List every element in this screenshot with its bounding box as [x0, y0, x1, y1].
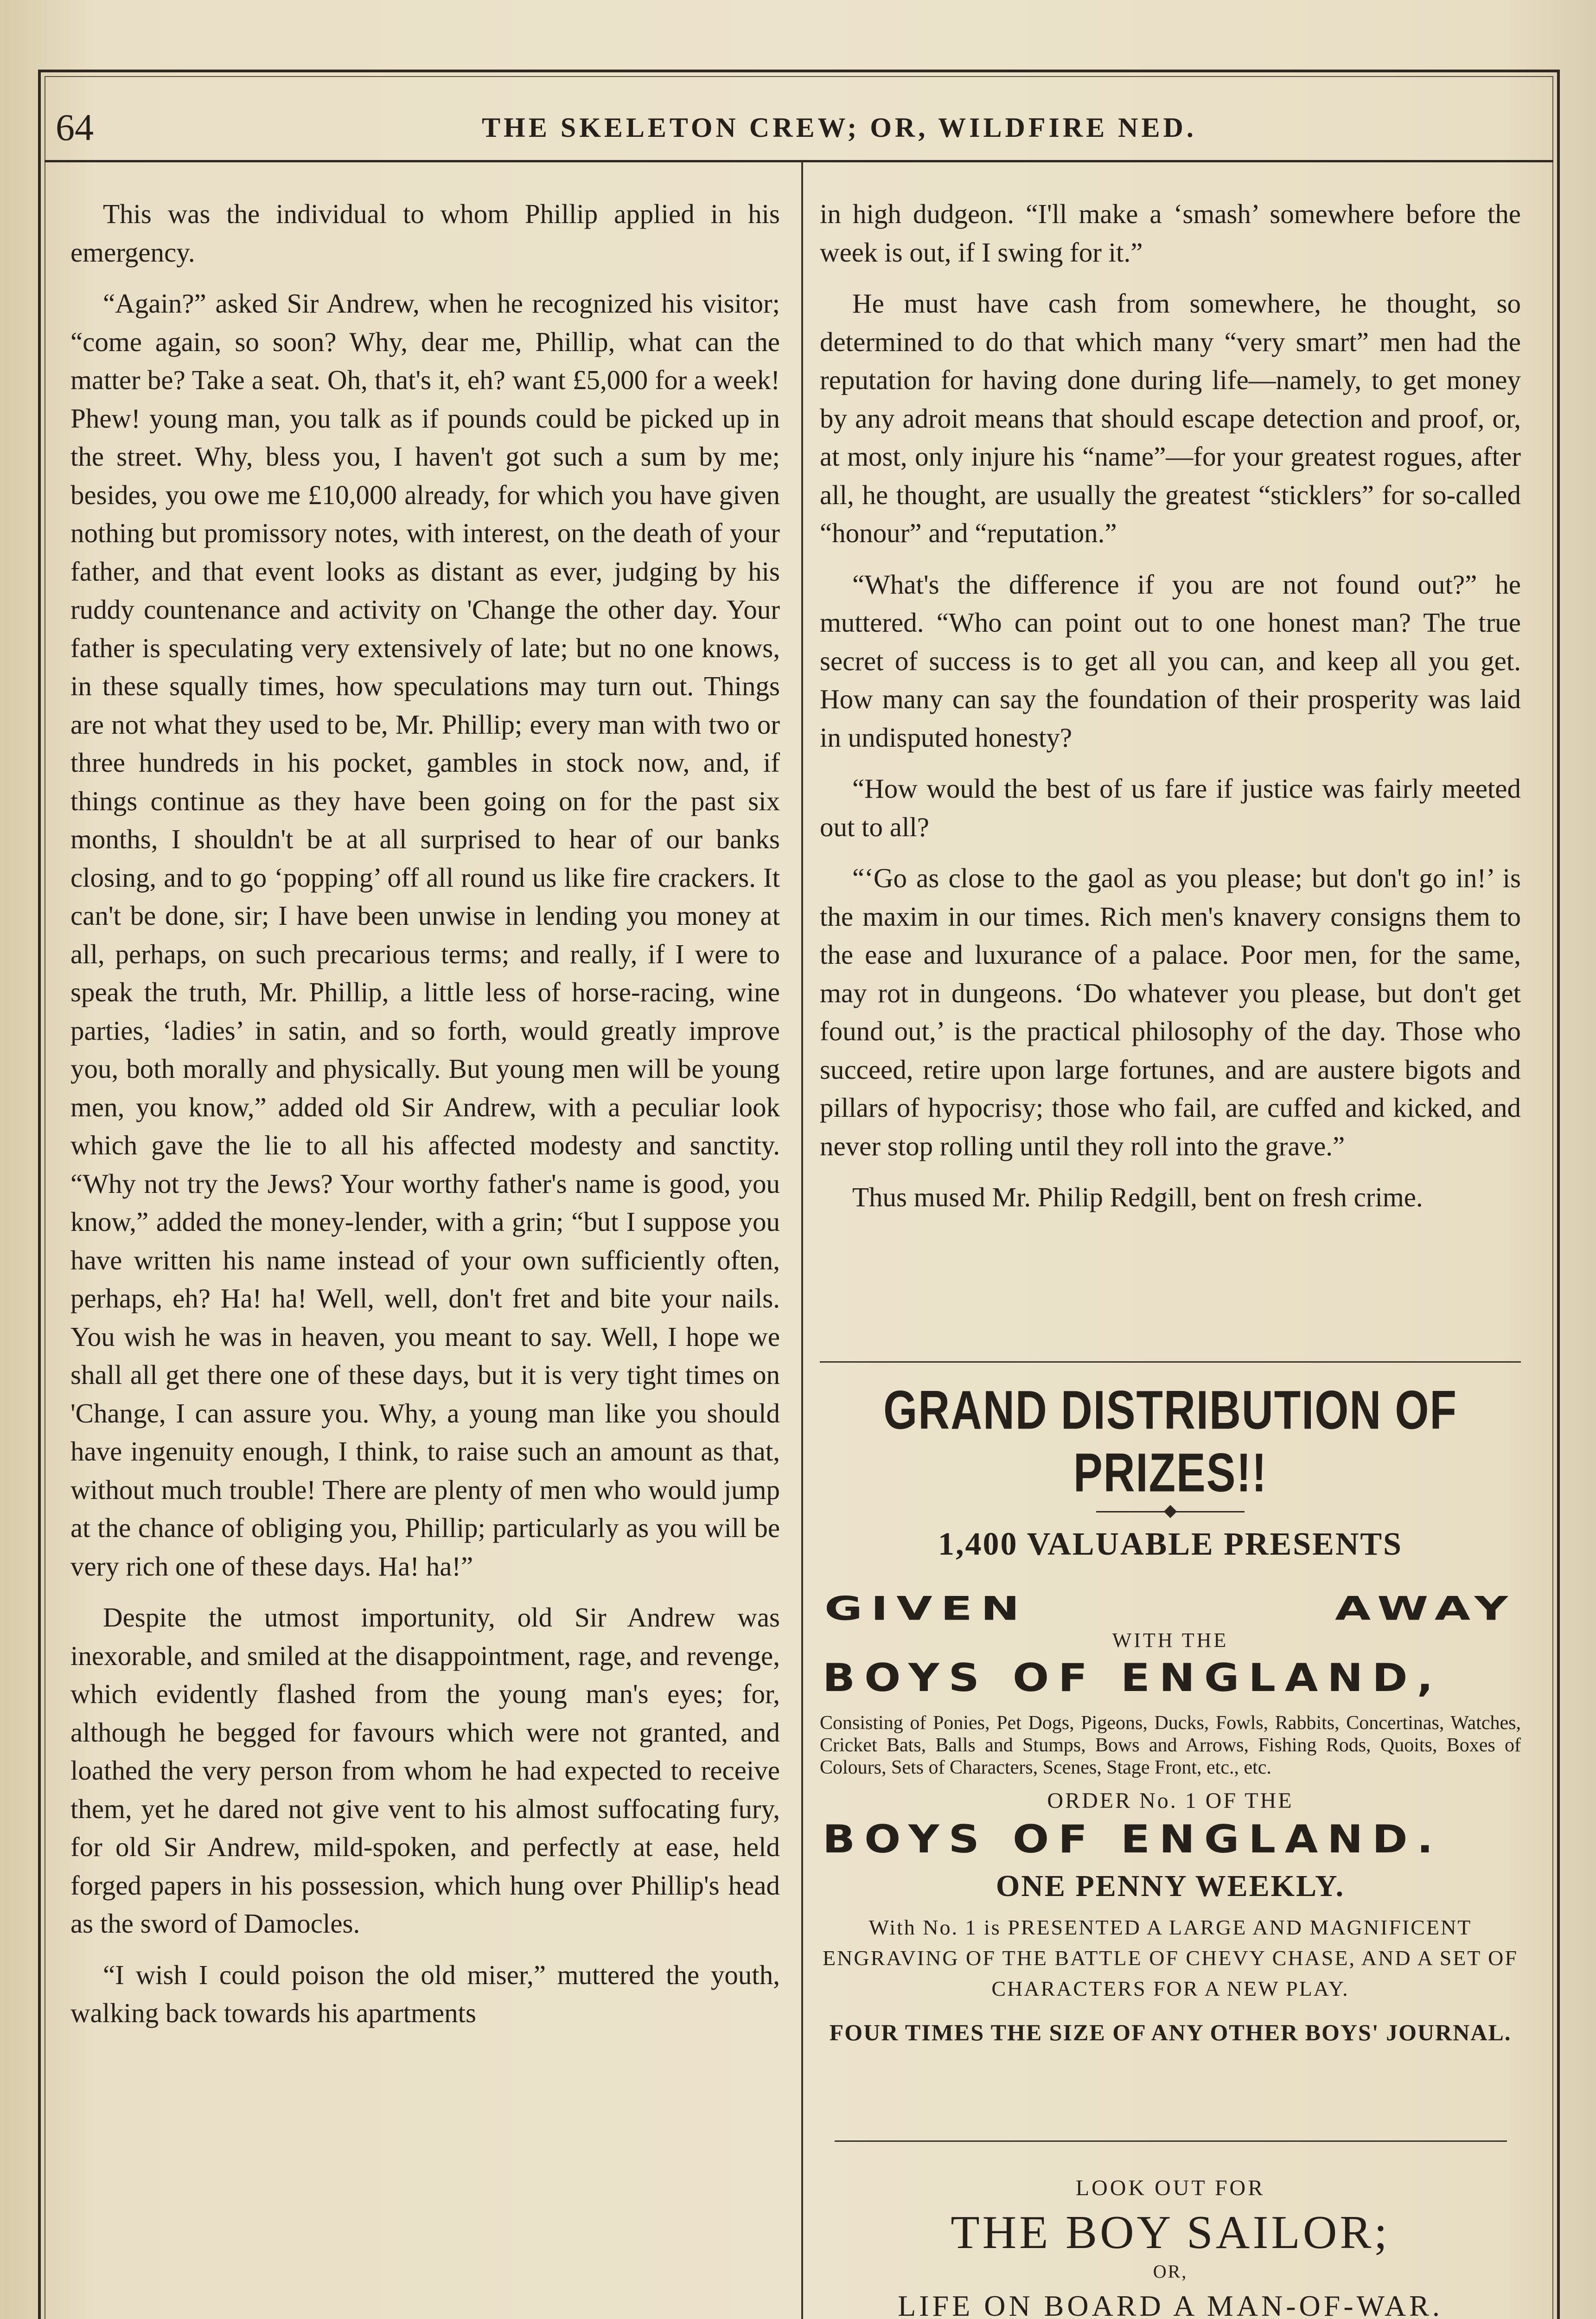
right-column [820, 195, 1521, 1364]
ad-magazine-name: BOYS OF ENGLAND, [823, 1655, 1443, 1700]
paragraph: Despite the utmost importunity, old Sir Andrew was inexorable, and smiled at the disappointment, rage, and revenge, which evidently flashed from the young man's eyes; for, although he begged for favours which were not granted, and loathed the very person from whom he had expected to receive them, yet he dared not give vent to his almost suffocating fury, for old Sir Andrew, mild-spoken, and perfectly at ease, held forged papers in his possession, which hung over Phillip's head as the sword of Damocles. [70, 1602, 780, 1939]
running-title: THE SKELETON CREW; OR, WILDFIRE NED. [482, 112, 1197, 143]
paragraph: This was the individual to whom Phillip applied in his emergency. [70, 199, 780, 268]
ad2-or: OR, [1153, 2261, 1188, 2282]
ad-headline: GRAND DISTRIBUTION OF PRIZES!! [883, 1379, 1457, 1503]
paragraph: Thus mused Mr. Philip Redgill, bent on fresh crime. [852, 1182, 1423, 1212]
ad-away-word: AWAY [1335, 1589, 1516, 1628]
ad-consisting: Consisting of Ponies, Pet Dogs, Pigeons, Ducks, Fowls, Rabbits, Concertinas, Watches, Cricket Bats, Balls and Stumps, Bows and Arrows, Fishing Rods, Quoits, Boxes of Colours, Sets of Characters, Scenes, Stage Front, etc., etc. [820, 1712, 1521, 1778]
left-column [70, 195, 780, 2319]
page-number: 64 [56, 106, 94, 148]
ad-price: ONE PENNY WEEKLY. [996, 1869, 1345, 1903]
ad-four-times: FOUR TIMES THE SIZE OF ANY OTHER BOYS' JOURNAL. [829, 2019, 1512, 2045]
ad-order: ORDER No. 1 OF THE [1047, 1788, 1294, 1813]
boy-sailor-advertisement [820, 2157, 1521, 2319]
paragraph: “Again?” asked Sir Andrew, when he recognized his visitor; “come again, so soon? Why, dear me, Phillip, what can the matter be? Take a seat. Oh, that's it, eh? want £5,000 for a week! Phew! young man, you talk as if pounds could be picked up in the street. Why, bless you, I haven't got such a sum by me; besides, you owe me £10,000 already, for which you have given nothing but promissory notes, with interest, on the death of your father, and that event looks as distant as ever, judging by his ruddy countenance and activity on 'Change the other day. Your father is speculating very extensively of late; but no one knows, in these squally times, how speculations may turn out. Things are not what they used to be, Mr. Phillip; every man with two or three hundreds in his pocket, gambles in stock now, and, if things continue as they have been going on for the past six months, I shouldn't be at all surprised to hear of our banks closing, and to go ‘popping’ off all round us like fire crackers. It can't be done, sir; I have been unwise in lending you money at all, perhaps, on such precarious terms; and really, if I were to speak the truth, Mr. Phillip, a little less of horse-racing, wine parties, ‘ladies’ in satin, and so forth, would greatly improve you, both morally and physically. But young men will be young men, you know,” added old Sir Andrew, with a peculiar look which gave the lie to all his affected modesty and sanctity. “Why not try the Jews? Your worthy father's name is good, you know,” added the money-lender, with a grin; “but I suppose you have written his name instead of your own sufficiently often, perhaps, eh? Ha! ha! Well, well, don't fret and bite your nails. You wish he was in heaven, you meant to say. Well, I hope we shall all get there one of these days, but it is very tight times on 'Change, I can assure you. Why, a young man like you should have ingenuity enough, I think, to raise such an amount as that, without much trouble! There are plenty of men who would jump at the chance of obliging you, Phillip; particularly as you will be very rich one of these days. Ha! ha!” [70, 288, 780, 1582]
paragraph: “What's the difference if you are not found out?” he muttered. “Who can point out to one honest man? The true secret of success is to get all you can, and keep all you get. How many can say the foundation of their prosperity was laid in undisputed honesty? [820, 569, 1521, 753]
paragraph: “How would the best of us fare if justice was fairly meeted out to all? [820, 773, 1521, 842]
ad2-title: THE BOY SAILOR; [951, 2206, 1390, 2259]
ornament-rule [1096, 1506, 1245, 1517]
ad-top-rule [820, 1361, 1521, 1363]
ad2-look-out: LOOK OUT FOR [1075, 2176, 1265, 2200]
ad-divider-rule [835, 2140, 1507, 2142]
paragraph: “I wish I could poison the old miser,” muttered the youth, walking back towards his apartments [70, 1959, 780, 2028]
ad-magazine-name-2: BOYS OF ENGLAND. [823, 1817, 1443, 1862]
ad-with-the: WITH THE [1112, 1629, 1229, 1652]
ad2-subtitle: LIFE ON BOARD A MAN-OF-WAR. [898, 2289, 1443, 2319]
ad-with-no1: With No. 1 is PRESENTED A LARGE AND MAGNIFICENT ENGRAVING OF THE BATTLE OF CHEVY CHASE, AND A SET OF CHARACTERS FOR A NEW PLAY. [823, 1915, 1518, 2000]
ad-given-word: GIVEN [824, 1589, 1028, 1628]
page-header [56, 100, 1530, 155]
paragraph: “‘Go as close to the gaol as you please; but don't go in!’ is the maxim in our times. Rich men's knavery consigns them to the ease and luxurance of a palace. Poor men, for the same, may rot in dungeons. ‘Do whatever you please, but don't get found out,’ is the practical philosophy of the day. Those who succeed, retire upon large fortunes, and are austere bigots and pillars of hypocrisy; those who fail, are cuffed and kicked, and never stop rolling until they roll into the grave.” [820, 863, 1521, 1161]
column-divider [801, 161, 803, 2319]
paragraph: He must have cash from somewhere, he thought, so determined to do that which many “very smart” men had the reputation for having done during life—namely, to get money by any adroit means that should escape detection and proof, or, at most, only injure his “name”—for your greatest rogues, after all, he thought, are usually the greatest “sticklers” for so-called “honour” and “reputation.” [820, 288, 1521, 548]
prize-advertisement [820, 1379, 1521, 2120]
header-rule [45, 160, 1553, 162]
ad-presents: 1,400 VALUABLE PRESENTS [938, 1526, 1403, 1562]
ad-given-away [820, 1590, 1521, 1628]
paragraph: in high dudgeon. “I'll make a ‘smash’ somewhere before the week is out, if I swing for it.” [820, 199, 1521, 268]
